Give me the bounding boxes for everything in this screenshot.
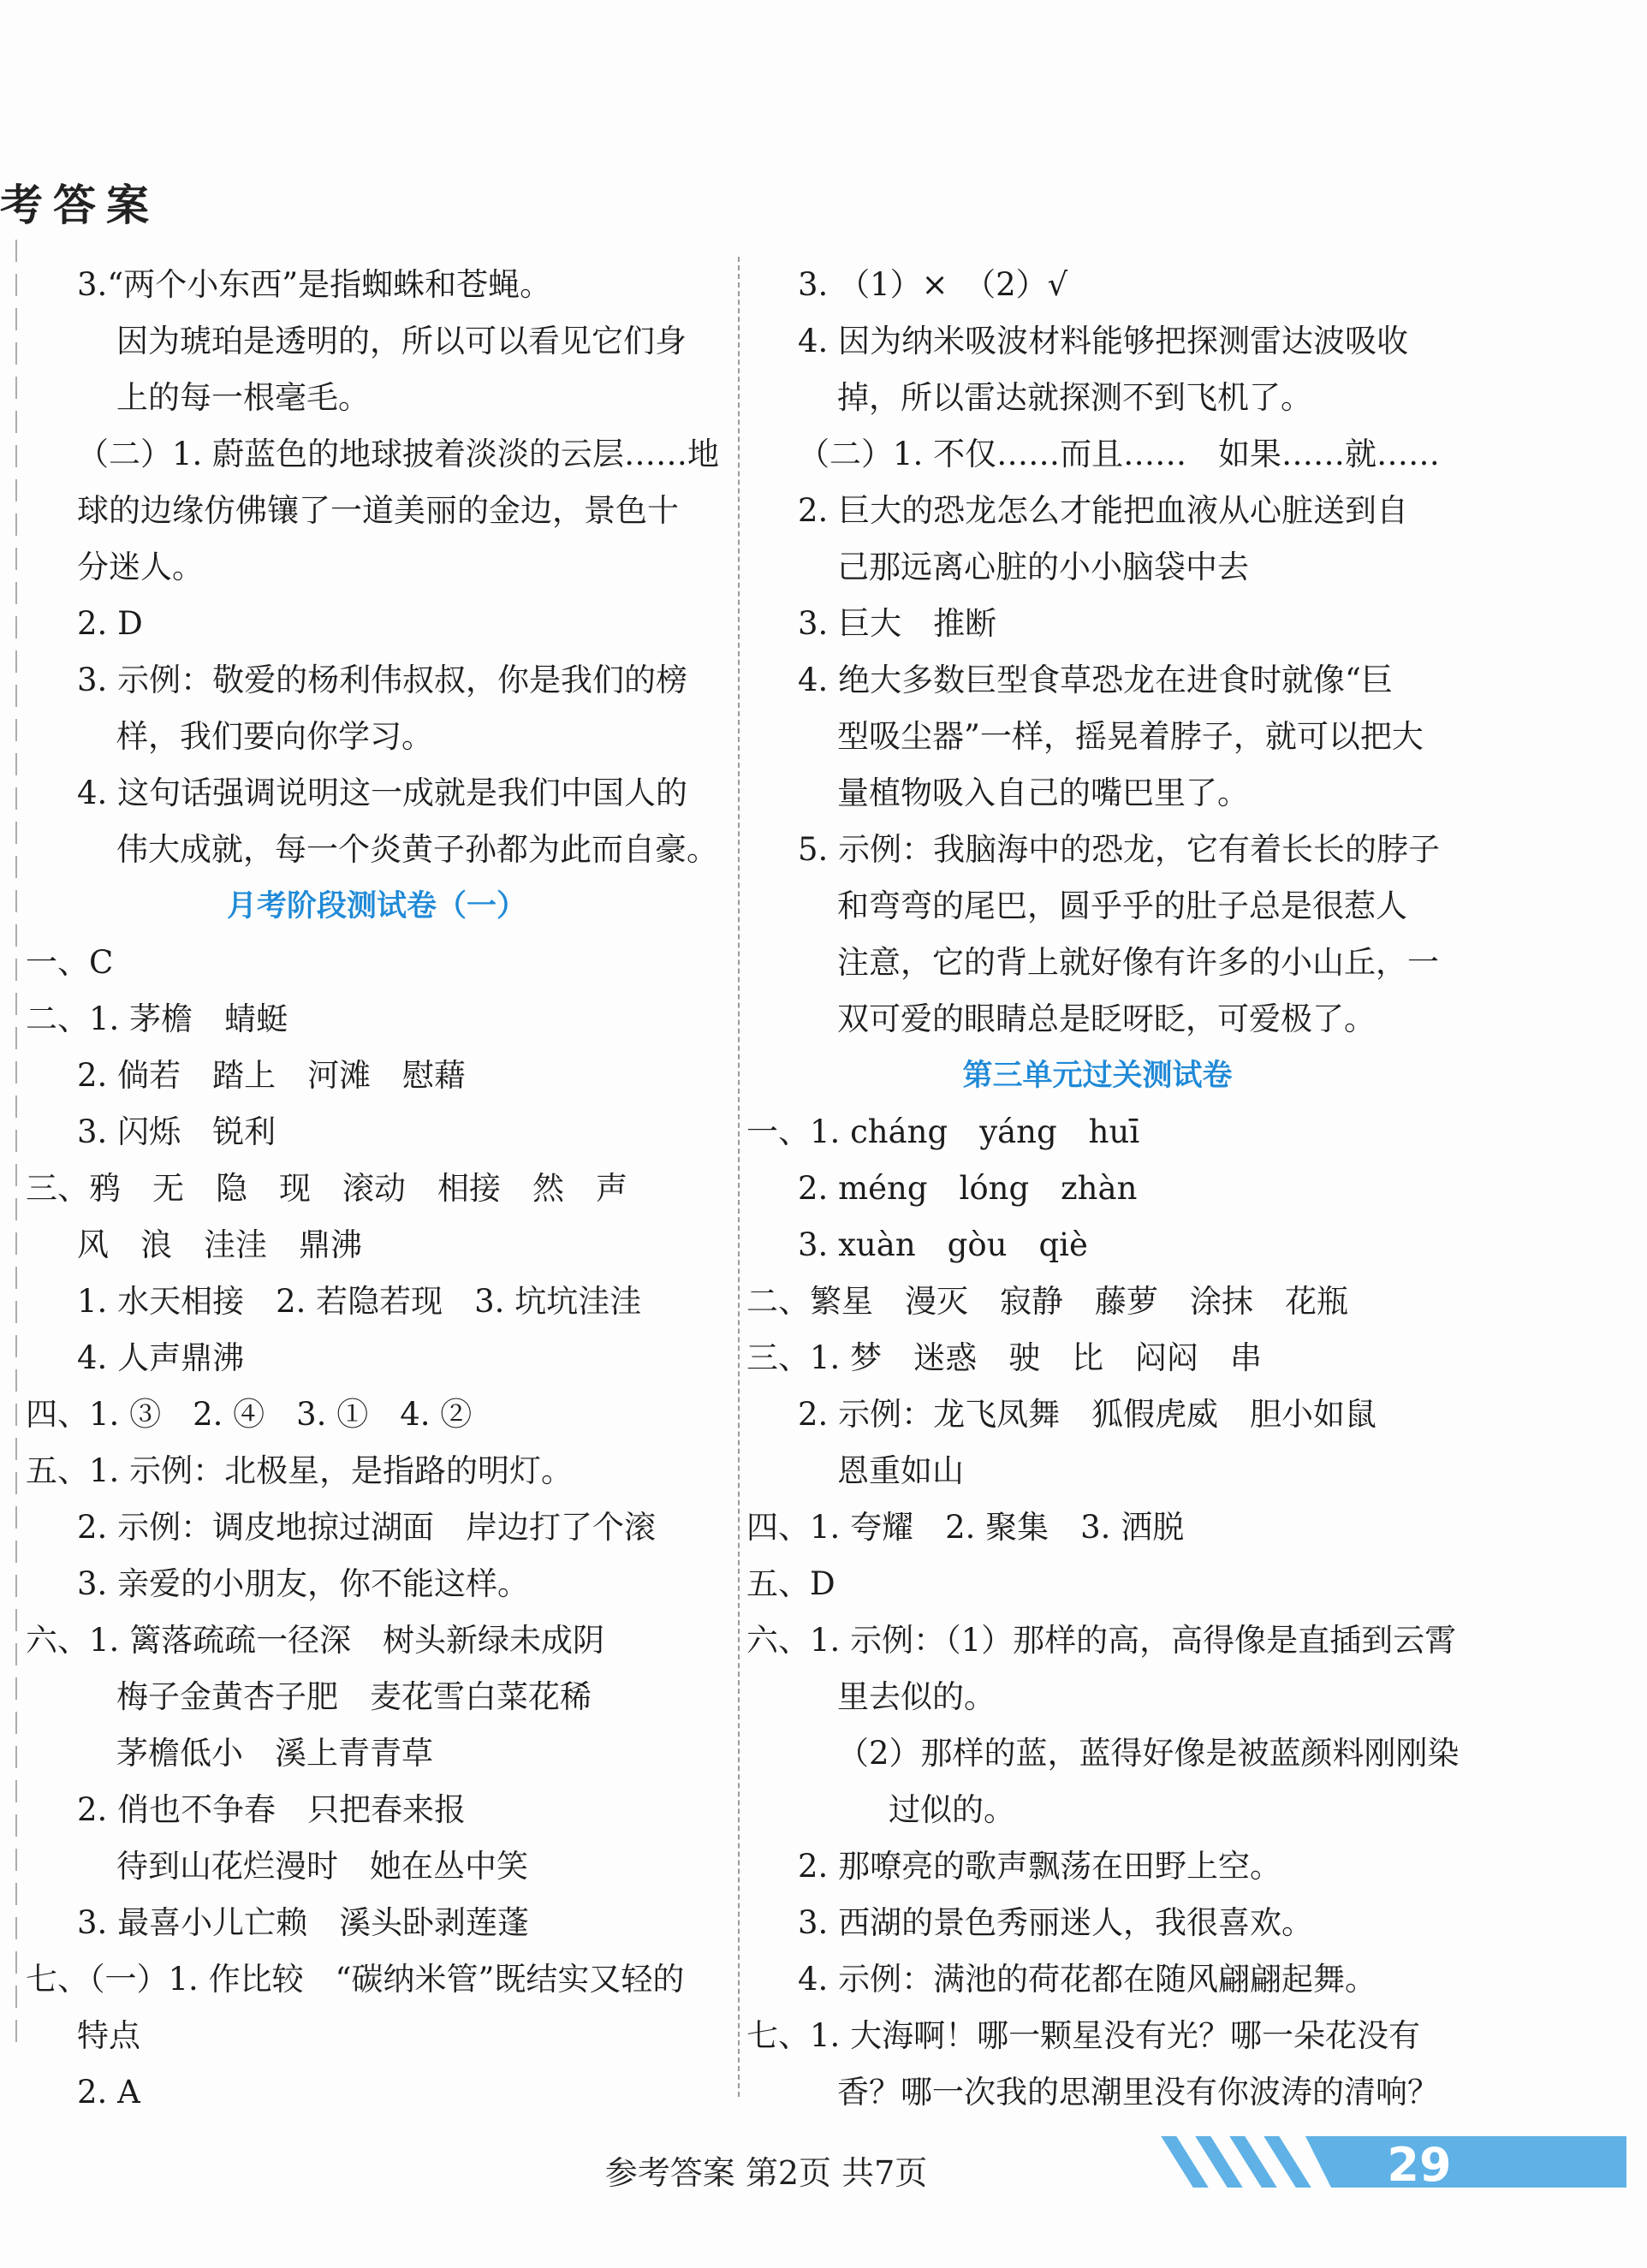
left-page-edge-divider [15,240,17,2054]
answer-line: 2. 巨大的恐龙怎么才能把血液从心脏送到自 [798,492,1409,529]
answer-line: 样，我们要向你学习。 [116,718,433,755]
answer-line: 4. 这句话强调说明这一成就是我们中国人的 [77,775,688,811]
answer-line: 二、繁星 漫灭 寂静 藤萝 涂抹 花瓶 [746,1283,1348,1320]
answer-line: 香？哪一次我的思潮里没有你波涛的清响？ [837,2074,1439,2111]
answer-line: 三、鸦 无 隐 现 滚动 相接 然 声 [26,1170,627,1207]
answer-line: 四、1. ③ 2. ④ 3. ① 4. ② [26,1396,473,1433]
answer-line: 一、C [26,944,114,981]
section-title: 月考阶段测试卷（一） [226,889,526,923]
answer-line: 2. 那嘹亮的歌声飘荡在田野上空。 [798,1848,1282,1885]
answer-line: 1. 水天相接 2. 若隐若现 3. 坑坑洼洼 [77,1283,642,1320]
answer-line: 4. 示例：满池的荷花都在随风翩翩起舞。 [798,1961,1377,1998]
answer-line: 恩重如山 [837,1452,964,1489]
answer-line: 六、1. 篱落疏疏一径深 树头新绿未成阴 [26,1622,605,1659]
answer-line: 3.“两个小东西”是指蜘蛛和苍蝇。 [77,266,552,303]
answer-line: 2. 倘若 踏上 河滩 慰藉 [77,1057,467,1094]
answer-line: 双可爱的眼睛总是眨呀眨，可爱极了。 [837,1000,1376,1037]
answer-line: 2. D [77,605,143,642]
answer-line: 3. 西湖的景色秀丽迷人，我很喜欢。 [798,1904,1314,1941]
answer-line: 2. 俏也不争春 只把春来报 [77,1791,467,1828]
answer-line: （二）1. 不仅……而且…… 如果……就…… [798,436,1441,472]
column-divider [738,257,740,2097]
answer-line: 己那远离心脏的小小脑袋中去 [837,549,1249,585]
answer-line: 2. 示例：调皮地掠过湖面 岸边打了个滚 [77,1509,657,1546]
answer-line: 待到山花烂漫时 她在丛中笑 [116,1848,528,1885]
answer-line: 4. 人声鼎沸 [77,1339,245,1376]
answer-line: 3. 亲爱的小朋友，你不能这样。 [77,1565,530,1602]
answer-line: 3. 示例：敬爱的杨利伟叔叔，你是我们的榜 [77,662,688,698]
answer-line: 伟大成就，每一个炎黄子孙都为此而自豪。 [116,831,718,868]
answer-line: 2. 示例：龙飞凤舞 狐假虎威 胆小如鼠 [798,1396,1377,1433]
answer-line: 量植物吸入自己的嘴巴里了。 [837,775,1249,811]
page-header-title: 考答案 [0,181,159,230]
answer-line: 梅子金黄杏子肥 麦花雪白菜花稀 [116,1678,592,1715]
answer-line: 5. 示例：我脑海中的恐龙，它有着长长的脖子 [798,831,1441,868]
answer-line: 一、1. cháng yáng huī [746,1113,1140,1150]
answer-line: 4. 因为纳米吸波材料能够把探测雷达波吸收 [798,323,1409,359]
footer-page-label: 参考答案 第2页 共7页 [604,2154,928,2192]
answer-line: 3. 巨大 推断 [798,605,997,642]
answer-line: 3. （1）× （2）√ [798,266,1068,303]
answer-line: 3. 最喜小儿亡赖 溪头卧剥莲蓬 [77,1904,530,1941]
answer-line: 里去似的。 [837,1678,996,1715]
answer-line: 2. méng lóng zhàn [798,1170,1138,1207]
answer-line: 四、1. 夸耀 2. 聚集 3. 洒脱 [746,1509,1185,1546]
answer-line: （二）1. 蔚蓝色的地球披着淡淡的云层……地 [77,436,720,472]
answer-line: 因为琥珀是透明的，所以可以看见它们身 [116,323,687,359]
answer-line: （2）那样的蓝，蓝得好像是被蓝颜料刚刚染 [837,1735,1460,1772]
answer-line: 注意，它的背上就好像有许多的小山丘，一 [837,944,1439,981]
answer-line: 五、1. 示例：北极星，是指路的明灯。 [26,1452,574,1489]
answer-line: 分迷人。 [77,549,204,585]
answer-line: 特点 [77,2017,140,2054]
answer-line: 掉，所以雷达就探测不到飞机了。 [837,379,1312,416]
answer-line: 3. 闪烁 锐利 [77,1113,276,1150]
page-number: 29 [1387,2138,1452,2192]
tab-bar [1305,2136,1626,2188]
answer-line: 风 浪 洼洼 鼎沸 [77,1226,362,1263]
answer-line: 过似的。 [889,1791,1015,1828]
answer-line: 五、D [746,1565,835,1602]
answer-line: 和弯弯的尾巴，圆乎乎的肚子总是很惹人 [837,888,1407,924]
answer-line: 二、1. 茅檐 蜻蜓 [26,1000,288,1037]
answer-line: 4. 绝大多数巨型食草恐龙在进食时就像“巨 [798,662,1393,698]
answer-line: 茅檐低小 溪上青青草 [116,1735,433,1772]
right-answer-column [746,257,1460,2121]
left-answer-column [26,257,728,2121]
answer-line: 上的每一根毫毛。 [116,379,370,416]
answer-line: 型吸尘器”一样，摇晃着脖子，就可以把大 [837,718,1424,755]
answer-line: 七、（一）1. 作比较 “碳纳米管”既结实又轻的 [26,1961,685,1998]
answer-line: 球的边缘仿佛镶了一道美丽的金边，景色十 [77,492,679,529]
answer-line: 七、1. 大海啊！哪一颗星没有光？哪一朵花没有 [746,2017,1421,2054]
answer-line: 3. xuàn gòu qiè [798,1226,1088,1263]
section-title: 第三单元过关测试卷 [962,1059,1233,1093]
answer-line: 三、1. 梦 迷惑 驶 比 闷闷 串 [746,1339,1263,1376]
answer-line: 六、1. 示例：（1）那样的高，高得像是直插到云霄 [746,1622,1457,1659]
answer-line: 2. A [77,2074,140,2111]
